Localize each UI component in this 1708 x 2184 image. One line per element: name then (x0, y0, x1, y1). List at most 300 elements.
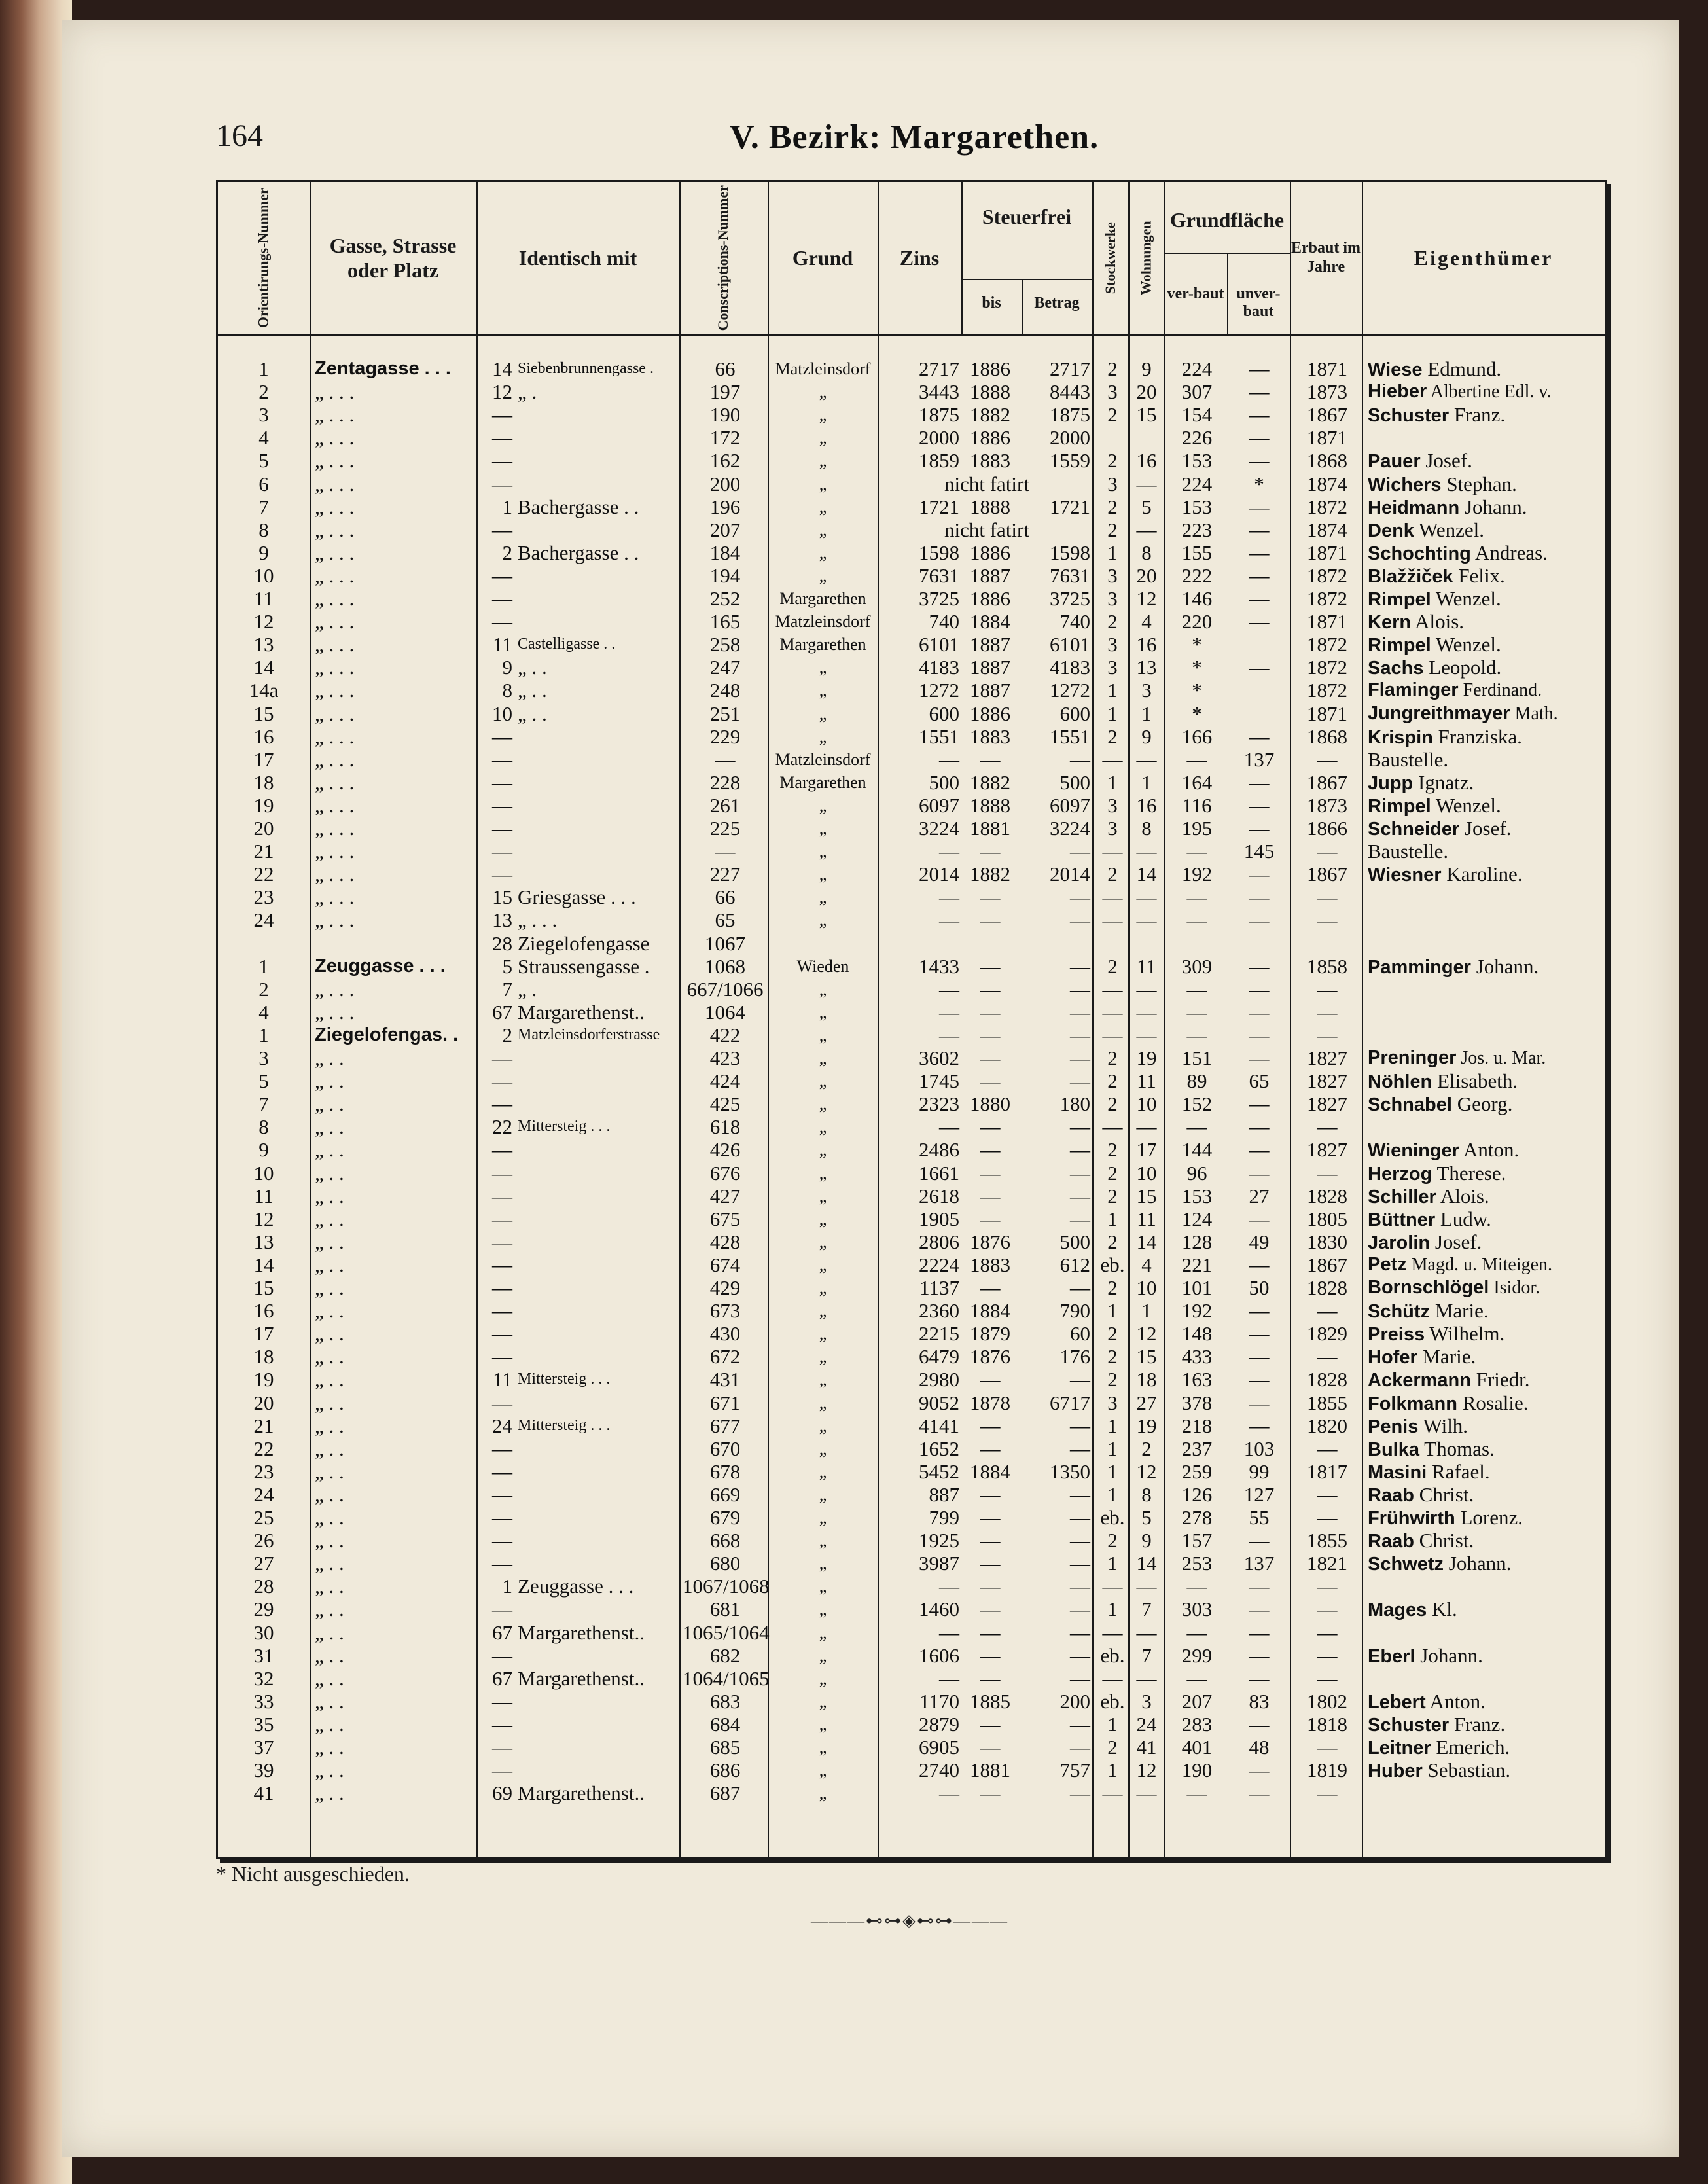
stockwerke: — (1102, 1023, 1123, 1047)
eigenthuemer-nachname: Raab (1368, 1484, 1414, 1506)
grundflaeche-unverbaut: 27 (1249, 1184, 1270, 1208)
gasse-name: „ . . (315, 1184, 344, 1208)
gasse-name: „ . . (315, 1643, 344, 1667)
eigenthuemer (1368, 679, 1603, 702)
stockwerke: — (1102, 1666, 1123, 1690)
orientierungs-nummer: 13 (253, 1230, 274, 1253)
eigenthuemer-nachname: Denk (1368, 520, 1414, 541)
identisch-nummer: 1 (502, 1575, 512, 1598)
identisch-nummer: — (492, 1689, 512, 1713)
gasse-name: „ . . . (315, 886, 355, 909)
header-grundflaeche: Grundfläche (1169, 208, 1285, 232)
wohnungen: 19 (1136, 1414, 1157, 1437)
table-row (218, 863, 1605, 886)
grundflaeche-unverbaut: — (1249, 403, 1270, 427)
eigenthuemer-vorname: Johann. (1415, 1643, 1483, 1667)
zins: 2360 (919, 1299, 959, 1323)
grundflaeche-verbaut: 224 (1181, 357, 1213, 380)
header-betrag: Betrag (1034, 295, 1080, 312)
eigenthuemer (1368, 702, 1603, 725)
grundflaeche-unverbaut: — (1249, 1092, 1270, 1116)
identisch-gasse: „ . . . (518, 908, 558, 932)
steuerfrei-bis: 1878 (970, 1391, 1010, 1414)
grund: „ (819, 1117, 827, 1137)
gasse-name: „ . . (315, 1092, 344, 1116)
grund: „ (819, 795, 827, 815)
eigenthuemer-vorname: Georg. (1451, 1092, 1513, 1116)
stockwerke: 1 (1107, 702, 1118, 725)
identisch-nummer: — (492, 1161, 512, 1185)
grund: „ (819, 819, 827, 838)
stockwerke: 2 (1107, 449, 1118, 473)
grund: „ (819, 1163, 827, 1183)
header-grund: Grund (792, 245, 853, 270)
conscriptions-nummer: 194 (709, 564, 741, 587)
grund: „ (819, 520, 827, 539)
grundflaeche-verbaut: 192 (1181, 863, 1213, 886)
erbaut-jahr: 1827 (1307, 1047, 1347, 1069)
gasse-name: „ . . . (315, 793, 355, 817)
grundflaeche-verbaut: 207 (1181, 1689, 1213, 1713)
grundflaeche-verbaut: 224 (1181, 472, 1213, 495)
gasse-name: „ . . . (315, 747, 355, 771)
steuerfrei-bis: 1882 (970, 403, 1010, 427)
eigenthuemer-nachname: Bornschlögel (1368, 1277, 1489, 1298)
table-row (218, 610, 1605, 633)
erbaut-jahr: 1867 (1307, 863, 1347, 886)
grundflaeche-verbaut: 226 (1181, 426, 1213, 450)
wohnungen: 8 (1141, 541, 1152, 564)
gasse-name: „ . . (315, 1414, 344, 1437)
stockwerke: 1 (1107, 541, 1118, 564)
grundflaeche-unverbaut: — (1249, 886, 1270, 909)
erbaut-jahr: 1820 (1307, 1414, 1347, 1437)
identisch-nummer: 28 (492, 931, 512, 955)
table-row (218, 1368, 1605, 1391)
steuerfrei-bis: 1887 (970, 656, 1010, 679)
stockwerke: 2 (1107, 1138, 1118, 1162)
steuerfrei-bis: 1876 (970, 1345, 1010, 1369)
gasse-name: „ . . (315, 1047, 344, 1069)
eigenthuemer-nachname: Wieninger (1368, 1140, 1459, 1162)
conscriptions-nummer: 229 (709, 725, 741, 748)
orientierungs-nummer: 32 (253, 1666, 274, 1690)
gasse-name: „ . . (315, 1529, 344, 1552)
erbaut-jahr: 1872 (1307, 564, 1347, 587)
wohnungen: 8 (1141, 817, 1152, 840)
zins: nicht fatirt (944, 518, 1029, 541)
grundflaeche-verbaut: 401 (1181, 1736, 1213, 1759)
orientierungs-nummer: 13 (253, 633, 274, 656)
gasse-name: „ . . (315, 1620, 344, 1644)
erbaut-jahr: 1829 (1307, 1322, 1347, 1346)
stockwerke: — (1102, 747, 1123, 771)
grund: „ (819, 1783, 827, 1803)
steuerfrei-bis: 1884 (970, 610, 1010, 634)
steuerfrei-betrag: 200 (1059, 1689, 1090, 1713)
orientierungs-nummer: 21 (253, 840, 274, 863)
gasse-name: „ . . . (315, 863, 355, 886)
eigenthuemer-vorname: Elisabeth. (1432, 1069, 1518, 1093)
eigenthuemer (1368, 1230, 1603, 1255)
stockwerke: 2 (1107, 610, 1118, 634)
zins: 3725 (919, 587, 959, 610)
orientierungs-nummer: 18 (253, 1345, 274, 1369)
eigenthuemer-nachname: Büttner (1368, 1209, 1436, 1230)
gasse-name: „ . . (315, 1437, 344, 1460)
grundflaeche-unverbaut: — (1249, 863, 1270, 886)
eigenthuemer-nachname: Penis (1368, 1416, 1419, 1437)
identisch-nummer: — (492, 840, 512, 863)
grundflaeche-unverbaut: — (1249, 380, 1270, 404)
grund: Matzleinsdorf (775, 612, 871, 632)
table-row (218, 380, 1605, 403)
wohnungen: 10 (1136, 1276, 1157, 1299)
wohnungen: — (1136, 1666, 1157, 1690)
grundflaeche-unverbaut: — (1249, 518, 1270, 541)
identisch-nummer: — (492, 1207, 512, 1230)
stockwerke: 3 (1107, 656, 1118, 679)
eigenthuemer (1368, 1322, 1603, 1346)
wohnungen: 1 (1141, 1299, 1152, 1323)
grundflaeche-verbaut: 221 (1181, 1253, 1213, 1276)
grund: „ (819, 497, 827, 516)
grund: „ (819, 887, 827, 907)
eigenthuemer (1368, 1552, 1603, 1576)
zins: 3987 (919, 1552, 959, 1575)
steuerfrei-bis: 1880 (970, 1092, 1010, 1116)
grundflaeche-unverbaut: 103 (1243, 1437, 1275, 1460)
steuerfrei-betrag: — (1070, 1368, 1090, 1391)
steuerfrei-betrag: 6101 (1050, 633, 1090, 656)
grundflaeche-verbaut: 124 (1181, 1207, 1213, 1230)
eigenthuemer-vorname: Christ. (1414, 1482, 1474, 1506)
eigenthuemer-vorname: Math. (1510, 703, 1558, 724)
grundflaeche-unverbaut: — (1249, 1047, 1270, 1069)
eigenthuemer-vorname: Marie. (1430, 1299, 1489, 1323)
grund: „ (819, 1324, 827, 1344)
steuerfrei-bis: — (980, 1736, 1001, 1759)
steuerfrei-bis: — (980, 1023, 1001, 1047)
eigenthuemer-vorname: Ferdinand. (1458, 680, 1542, 701)
grundflaeche-verbaut: — (1186, 908, 1207, 932)
steuerfrei-betrag: — (1070, 1069, 1090, 1093)
eigenthuemer-nachname: Frühwirth (1368, 1508, 1455, 1529)
steuerfrei-bis: — (980, 1552, 1001, 1575)
grundflaeche-unverbaut: — (1249, 1345, 1270, 1369)
grundflaeche-unverbaut: — (1249, 1414, 1270, 1437)
steuerfrei-bis: — (980, 1506, 1001, 1529)
table-row (218, 1162, 1605, 1185)
grundflaeche-unverbaut: — (1249, 1207, 1270, 1230)
grundflaeche-unverbaut: — (1249, 541, 1270, 564)
eigenthuemer-nachname: Jarolin (1368, 1232, 1431, 1253)
steuerfrei-betrag: — (1070, 1598, 1090, 1621)
gasse-name: „ . . (315, 1322, 344, 1346)
grund: „ (819, 1622, 827, 1642)
table-row (218, 794, 1605, 817)
identisch-nummer: — (492, 564, 512, 587)
grundflaeche-verbaut: 283 (1181, 1712, 1213, 1736)
grundflaeche-verbaut: 433 (1181, 1345, 1213, 1369)
gasse-name: „ . . . (315, 679, 355, 702)
zins: 799 (929, 1506, 959, 1529)
steuerfrei-bis: 1888 (970, 793, 1010, 817)
stockwerke: eb. (1100, 1689, 1125, 1713)
eigenthuemer-nachname: Lebert (1368, 1691, 1426, 1713)
grundflaeche-unverbaut: — (1249, 426, 1270, 450)
steuerfrei-bis: 1876 (970, 1230, 1010, 1253)
table-row (218, 1690, 1605, 1713)
stockwerke: 2 (1107, 1092, 1118, 1116)
eigenthuemer-vorname: Felix. (1453, 564, 1505, 587)
stockwerke: 1 (1107, 1712, 1118, 1736)
eigenthuemer (1368, 1759, 1603, 1783)
erbaut-jahr: 1827 (1307, 1092, 1347, 1116)
orientierungs-nummer: 37 (253, 1736, 274, 1759)
wohnungen: — (1136, 840, 1157, 863)
steuerfrei-bis: 1888 (970, 495, 1010, 518)
erbaut-jahr: — (1317, 840, 1338, 863)
wohnungen: 12 (1136, 1322, 1157, 1346)
eigenthuemer (1368, 840, 1603, 864)
zins: 2014 (919, 863, 959, 886)
steuerfrei-bis: 1885 (970, 1689, 1010, 1713)
identisch-nummer: — (492, 472, 512, 495)
wohnungen: — (1136, 1023, 1157, 1047)
erbaut-jahr: — (1317, 1023, 1338, 1047)
eigenthuemer-vorname: Jos. u. Mar. (1456, 1048, 1546, 1068)
steuerfrei-betrag: — (1070, 954, 1090, 978)
grund: „ (819, 1393, 827, 1412)
conscriptions-nummer: 190 (709, 403, 741, 427)
grundflaeche-verbaut: 166 (1181, 725, 1213, 748)
gasse-name: „ . . (315, 1598, 344, 1621)
stockwerke: — (1102, 1620, 1123, 1644)
eigenthuemer (1368, 1185, 1603, 1209)
orientierungs-nummer: 18 (253, 770, 274, 794)
grund: „ (819, 1577, 827, 1596)
grund: „ (819, 1209, 827, 1228)
wohnungen: 18 (1136, 1368, 1157, 1391)
steuerfrei-bis: 1883 (970, 1253, 1010, 1276)
gasse-name: „ . . . (315, 702, 355, 725)
orientierungs-nummer: 2 (258, 977, 269, 1001)
conscriptions-nummer: 1067 (705, 931, 745, 955)
conscriptions-nummer: 677 (709, 1414, 741, 1437)
grundflaeche-unverbaut: — (1249, 357, 1270, 380)
orientierungs-nummer: 25 (253, 1506, 274, 1529)
table-row (218, 518, 1605, 541)
table-row (218, 1299, 1605, 1322)
zins: 6101 (919, 633, 959, 656)
steuerfrei-betrag: 3725 (1050, 587, 1090, 610)
steuerfrei-betrag: 500 (1059, 1230, 1090, 1253)
erbaut-jahr: 1802 (1307, 1689, 1347, 1713)
header-erbaut: Erbaut im Jahre (1290, 240, 1361, 276)
stockwerke: 2 (1107, 1322, 1118, 1346)
steuerfrei-betrag: 6717 (1050, 1391, 1090, 1414)
grund: „ (819, 1714, 827, 1734)
identisch-nummer: 11 (493, 1368, 512, 1391)
eigenthuemer-vorname: Baustelle. (1368, 840, 1449, 863)
orientierungs-nummer: 15 (253, 702, 274, 725)
wohnungen: 15 (1136, 403, 1157, 427)
register-table (216, 180, 1607, 1859)
eigenthuemer-nachname: Preiss (1368, 1324, 1425, 1346)
zins: — (939, 1000, 959, 1024)
table-row (218, 449, 1605, 472)
identisch-gasse: „ . (518, 977, 537, 1001)
conscriptions-nummer: 670 (709, 1437, 741, 1460)
orientierungs-nummer: 20 (253, 1391, 274, 1414)
gasse-name: „ . . (315, 1207, 344, 1230)
identisch-gasse: „ . . (518, 702, 547, 725)
wohnungen: 24 (1136, 1712, 1157, 1736)
gasse-name: „ . . (315, 1069, 344, 1093)
stockwerke: 2 (1107, 518, 1118, 541)
conscriptions-nummer: 423 (709, 1047, 741, 1069)
conscriptions-nummer: 225 (709, 817, 741, 840)
grundflaeche-verbaut: — (1186, 1620, 1207, 1644)
stockwerke: — (1102, 908, 1123, 932)
table-row (218, 1001, 1605, 1024)
grund: „ (819, 1484, 827, 1504)
wohnungen: 12 (1136, 1459, 1157, 1483)
conscriptions-nummer: 422 (709, 1023, 741, 1047)
zins: 3602 (919, 1047, 959, 1069)
steuerfrei-betrag: 3224 (1050, 817, 1090, 840)
grundflaeche-verbaut: * (1192, 656, 1202, 679)
grund: Margarethen (779, 772, 866, 792)
eigenthuemer-vorname: Sebastian. (1422, 1759, 1511, 1782)
grund: „ (819, 382, 827, 402)
steuerfrei-betrag: — (1070, 886, 1090, 909)
steuerfrei-bis: 1881 (970, 1759, 1010, 1782)
grundflaeche-unverbaut: — (1249, 954, 1270, 978)
identisch-nummer: — (492, 863, 512, 886)
eigenthuemer-nachname: Eberl (1368, 1645, 1415, 1667)
steuerfrei-bis: — (980, 954, 1001, 978)
identisch-nummer: 14 (492, 357, 512, 380)
grundflaeche-verbaut: 190 (1181, 1759, 1213, 1782)
eigenthuemer-nachname: Wiesner (1368, 865, 1442, 886)
identisch-gasse: Bachergasse . . (518, 495, 639, 518)
erbaut-jahr: 1867 (1307, 403, 1347, 427)
orientierungs-nummer: 7 (258, 1092, 269, 1116)
gasse-name: „ . . (315, 1482, 344, 1506)
zins: 1661 (919, 1161, 959, 1185)
zins: — (939, 886, 959, 909)
wohnungen: 19 (1136, 1047, 1157, 1069)
eigenthuemer (1368, 1092, 1603, 1117)
identisch-nummer: — (492, 1482, 512, 1506)
eigenthuemer-nachname: Wichers (1368, 474, 1442, 495)
table-row (218, 955, 1605, 978)
steuerfrei-betrag: 8443 (1050, 380, 1090, 404)
grundflaeche-unverbaut: 83 (1249, 1689, 1270, 1713)
stockwerke: — (1102, 1781, 1123, 1805)
identisch-gasse: Straussengasse . (518, 954, 650, 978)
identisch-gasse: „ . (518, 380, 537, 404)
eigenthuemer-vorname: Anton. (1425, 1689, 1486, 1713)
gasse-name: „ . . . (315, 426, 355, 450)
eigenthuemer-nachname: Schiller (1368, 1186, 1436, 1208)
conscriptions-nummer: 252 (709, 587, 741, 610)
grundflaeche-verbaut: 144 (1181, 1138, 1213, 1162)
conscriptions-nummer: 678 (709, 1459, 741, 1483)
wohnungen: 10 (1136, 1161, 1157, 1185)
conscriptions-nummer: 429 (709, 1276, 741, 1299)
zins: 2980 (919, 1368, 959, 1391)
steuerfrei-bis: — (980, 1666, 1001, 1690)
steuerfrei-bis: — (980, 1529, 1001, 1552)
steuerfrei-bis: — (980, 1069, 1001, 1093)
gasse-name: „ . . (315, 1666, 344, 1690)
stockwerke: 1 (1107, 1759, 1118, 1782)
wohnungen: 11 (1137, 1069, 1156, 1093)
zins: 6097 (919, 793, 959, 817)
grund: „ (819, 1645, 827, 1665)
gasse-name: „ . . (315, 1253, 344, 1276)
erbaut-jahr: 1871 (1307, 357, 1347, 380)
wohnungen: 3 (1141, 679, 1152, 702)
table-row (218, 1322, 1605, 1345)
grundflaeche-verbaut: 378 (1181, 1391, 1213, 1414)
conscriptions-nummer: 431 (709, 1368, 741, 1391)
table-row (218, 564, 1605, 587)
eigenthuemer (1368, 1253, 1603, 1276)
grundflaeche-verbaut: 195 (1181, 817, 1213, 840)
grundflaeche-verbaut: 101 (1181, 1276, 1213, 1299)
wohnungen: — (1136, 908, 1157, 932)
identisch-nummer: — (492, 1437, 512, 1460)
steuerfrei-bis: — (980, 1598, 1001, 1621)
orientierungs-nummer: 17 (253, 747, 274, 771)
eigenthuemer (1368, 1391, 1603, 1416)
zins: 2879 (919, 1712, 959, 1736)
table-row (218, 473, 1605, 495)
grundflaeche-unverbaut: — (1249, 908, 1270, 932)
eigenthuemer-nachname: Schütz (1368, 1301, 1431, 1323)
table-row (218, 1483, 1605, 1506)
wohnungen: 8 (1141, 1482, 1152, 1506)
eigenthuemer (1368, 357, 1603, 382)
steuerfrei-bis: 1882 (970, 770, 1010, 794)
orientierungs-nummer: 20 (253, 817, 274, 840)
eigenthuemer-nachname: Schneider (1368, 819, 1460, 840)
orientierungs-nummer: 10 (253, 1161, 274, 1185)
gasse-name: „ . . (315, 1161, 344, 1185)
eigenthuemer (1368, 633, 1603, 657)
zins: 2717 (919, 357, 959, 380)
steuerfrei-betrag: 1350 (1050, 1459, 1090, 1483)
erbaut-jahr: — (1317, 1666, 1338, 1690)
zins: 1745 (919, 1069, 959, 1093)
grundflaeche-unverbaut: — (1249, 1598, 1270, 1621)
gasse-name: „ . . . (315, 403, 355, 427)
eigenthuemer-nachname: Herzog (1368, 1163, 1432, 1185)
grundflaeche-unverbaut: — (1249, 1529, 1270, 1552)
wohnungen: 15 (1136, 1184, 1157, 1208)
erbaut-jahr: 1872 (1307, 587, 1347, 610)
gasse-name: „ . . (315, 1736, 344, 1759)
zins: 1272 (919, 679, 959, 702)
grundflaeche-unverbaut: — (1249, 1781, 1270, 1805)
stockwerke: 2 (1107, 954, 1118, 978)
wohnungen: 41 (1136, 1736, 1157, 1759)
grundflaeche-unverbaut: 65 (1249, 1069, 1270, 1093)
